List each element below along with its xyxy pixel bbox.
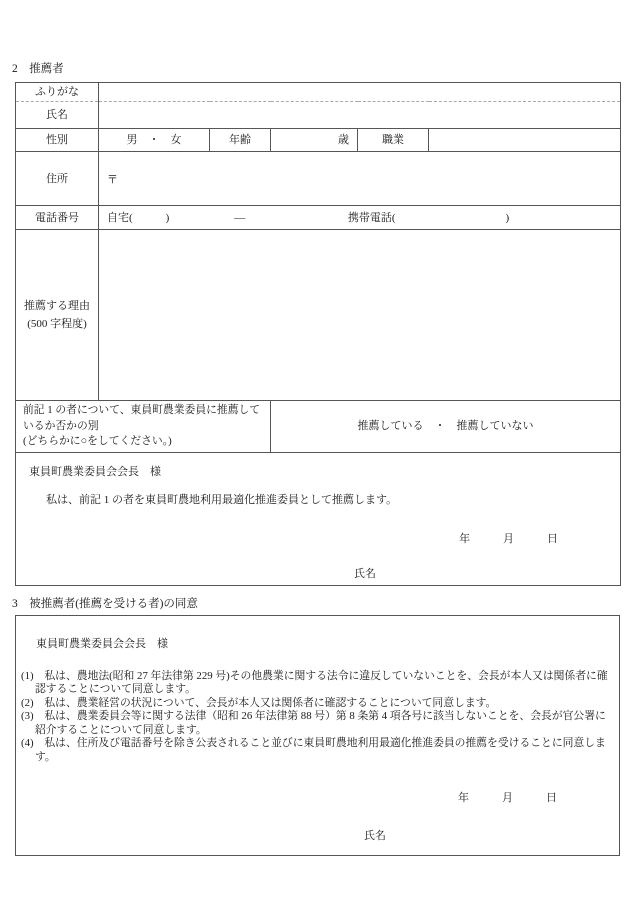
gender-options: 男 ・ 女 bbox=[99, 129, 210, 152]
reason-value-cell bbox=[99, 230, 621, 401]
reason-label-line2: (500 字程度) bbox=[27, 318, 87, 330]
phone-row bbox=[16, 206, 621, 230]
age-value-cell: 歳 bbox=[271, 129, 358, 152]
gender-age-occupation-row bbox=[16, 129, 621, 152]
phone-value-cell bbox=[99, 206, 621, 230]
consent-signature-label: 氏名 bbox=[364, 829, 386, 842]
phone-home-label: 自宅( ) bbox=[107, 211, 170, 224]
occupation-label: 職業 bbox=[358, 129, 429, 152]
address-row bbox=[16, 152, 621, 206]
recommendation-options: 推薦している ・ 推薦していない bbox=[271, 401, 621, 453]
phone-dash: — bbox=[234, 211, 246, 224]
statement-row bbox=[16, 452, 621, 585]
section2-heading: 2 推薦者 bbox=[12, 63, 64, 75]
name-value-cell bbox=[99, 102, 621, 129]
statement-addressee: 東員町農業委員会会長 様 bbox=[29, 465, 161, 478]
consent-item-1: (1) 私は、農地法(昭和 27 年法律第 229 号)その他農業に関する法令に違反していないことを、会長が本人又は関係者に確認することについて同意します。 bbox=[21, 669, 608, 696]
consent-date-line: 年 月 日 bbox=[458, 791, 557, 804]
phone-label: 電話番号 bbox=[16, 206, 99, 230]
gender-label: 性別 bbox=[16, 129, 99, 152]
statement-date-line: 年 月 日 bbox=[459, 532, 559, 545]
reason-label-line1: 推薦する理由 bbox=[24, 300, 90, 312]
furigana-label: ふりがな bbox=[16, 83, 99, 102]
occupation-value-cell bbox=[429, 129, 621, 152]
recommender-table bbox=[15, 82, 621, 586]
consent-item-2: (2) 私は、農業経営の状況について、会長が本人又は関係者に確認することについて同意します。 bbox=[21, 696, 497, 709]
reason-row bbox=[16, 230, 621, 401]
consent-item-3: (3) 私は、農業委員会等に関する法律（昭和 26 年法律第 88 号）第 8 条第 4 項各号に該当しないことを、会長が官公署に紹介することについて同意します。 bbox=[21, 710, 606, 736]
consent-addressee: 東員町農業委員会会長 様 bbox=[36, 637, 168, 650]
consent-item-4: (4) 私は、住所及び電話番号を除き公表されること並びに東員町農地利用最適化推進委員の推薦を受けることに同意します。 bbox=[21, 737, 606, 764]
question-text: 前記 1 の者について、東員町農業委員に推薦しているか否かの別 bbox=[23, 404, 261, 432]
postal-mark: 〒 bbox=[107, 174, 118, 186]
consent-box bbox=[15, 615, 620, 856]
question-note: (どちらかに○をしてください。) bbox=[23, 435, 172, 447]
question-cell bbox=[16, 401, 271, 453]
section3-heading: 3 被推薦者(推薦を受ける者)の同意 bbox=[12, 597, 198, 610]
name-label: 氏名 bbox=[16, 102, 99, 129]
consent-items bbox=[21, 670, 611, 765]
furigana-value-cell bbox=[99, 83, 621, 102]
name-row bbox=[16, 102, 621, 129]
reason-label bbox=[16, 230, 99, 401]
furigana-row bbox=[16, 83, 621, 102]
address-label: 住所 bbox=[16, 152, 99, 206]
phone-mobile-label: 携帯電話( ) bbox=[347, 211, 510, 224]
address-value-cell bbox=[99, 152, 621, 206]
statement-cell bbox=[16, 452, 621, 585]
recommendation-question-row bbox=[16, 401, 621, 453]
statement-signature-label: 氏名 bbox=[354, 567, 376, 580]
statement-body: 私は、前記 1 の者を東員町農地利用最適化推進委員として推薦します。 bbox=[46, 493, 398, 506]
age-label: 年齢 bbox=[210, 129, 271, 152]
